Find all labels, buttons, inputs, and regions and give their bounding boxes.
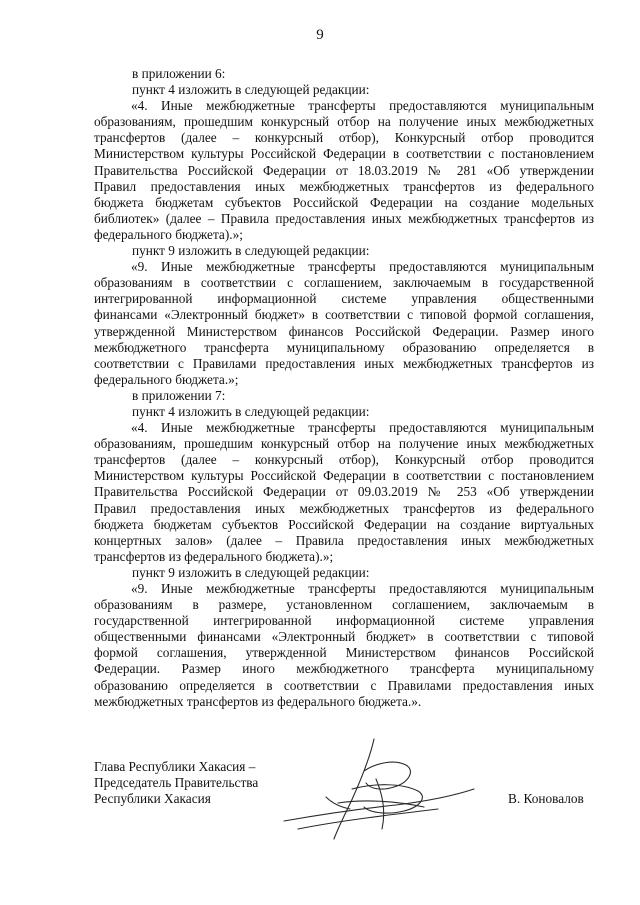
- body-text-line: Федерации. Размер иного межбюджетного трансферта муниципальному: [94, 661, 594, 677]
- body-text-line: Правительства Российской Федерации от 09.03.2019 № 253 «Об утверждении: [94, 484, 594, 500]
- body-text-line: образованиям, прошедшим конкурсный отбор на получение иных межбюджетных: [94, 114, 594, 130]
- body-text-line: пункт 9 изложить в следующей редакции:: [132, 243, 370, 259]
- body-text-line: интегрированной информационной системе управления общественными: [94, 291, 594, 307]
- body-text-line: библиотек» (далее – Правила предоставления иных межбюджетных трансфертов из: [94, 210, 594, 226]
- body-text-line: государственной интегрированной информационной системе управления: [94, 613, 594, 629]
- body-text-line: трансфертов из федерального бюджета).»;: [94, 548, 334, 564]
- body-text-line: образованиям, прошедшим конкурсный отбор на получение иных межбюджетных: [94, 436, 594, 452]
- body-text-line: бюджета бюджетам субъектов Российской Федерации на создание модельных: [94, 194, 594, 210]
- signatory-title-line: Председатель Правительства: [94, 775, 259, 791]
- signatory-title-line: Глава Республики Хакасия –: [94, 759, 256, 774]
- body-text-line: образованию определяется в соответствии с Правилами предоставления иных: [94, 677, 594, 693]
- body-text-line: «9. Иные межбюджетные трансферты предоставляются муниципальным: [131, 259, 594, 275]
- body-text-line: общественными финансами «Электронный бюджет» в соответствии с типовой: [94, 629, 594, 645]
- body-text-line: финансами «Электронный бюджет» в соответствии с типовой формой соглашения,: [94, 307, 594, 323]
- body-text-line: формой соглашения, утвержденной Министерством финансов Российской: [94, 645, 594, 661]
- body-text-line: пункт 9 изложить в следующей редакции:: [132, 564, 370, 580]
- body-text-line: утвержденной Министерством финансов Российской Федерации. Размер иного: [94, 323, 594, 339]
- body-text-line: в приложении 7:: [132, 387, 226, 403]
- document-body: [94, 66, 594, 710]
- page-number: 9: [316, 27, 324, 43]
- body-text-line: соответствии с Правилами предоставления иных межбюджетных трансфертов из: [94, 355, 594, 371]
- body-text-line: «4. Иные межбюджетные трансферты предоставляются муниципальным: [131, 420, 594, 436]
- body-text-line: межбюджетных трансфертов из федерального бюджета.».: [94, 693, 422, 709]
- body-text-line: пункт 4 изложить в следующей редакции:: [132, 403, 370, 419]
- body-text-line: бюджета бюджетам субъектов Российской Федерации на создание виртуальных: [94, 516, 594, 532]
- body-text-line: федерального бюджета).»;: [94, 226, 243, 242]
- body-text-line: Правил предоставления иных межбюджетных трансфертов из федерального: [94, 178, 594, 194]
- body-text-line: федерального бюджета.»;: [94, 371, 239, 387]
- body-text-line: трансфертов (далее – конкурсный отбор), Конкурсный отбор проводится: [94, 452, 594, 468]
- body-text-line: образованиям в соответствии с соглашением, заключаемым в государственной: [94, 275, 594, 291]
- body-text-line: трансфертов (далее – конкурсный отбор), Конкурсный отбор проводится: [94, 130, 594, 146]
- signatory-title-line: Республики Хакасия: [94, 791, 211, 807]
- body-text-line: межбюджетного трансферта муниципальному образованию определяется в: [94, 339, 594, 355]
- body-text-line: «4. Иные межбюджетные трансферты предоставляются муниципальным: [131, 98, 594, 114]
- body-text-line: Правил предоставления иных межбюджетных трансфертов из федерального: [94, 500, 594, 516]
- handwritten-signature: [278, 733, 478, 847]
- body-text-line: пункт 4 изложить в следующей редакции:: [132, 82, 370, 98]
- body-text-line: образованиям в размере, установленном соглашением, заключаемым в: [94, 597, 594, 613]
- body-text-line: Правительства Российской Федерации от 18.03.2019 № 281 «Об утверждении: [94, 162, 594, 178]
- body-text-line: Министерством культуры Российской Федерации в соответствии с постановлением: [94, 146, 594, 162]
- body-text-line: концертных залов» (далее – Правила предоставления иных межбюджетных: [94, 532, 594, 548]
- body-text-line: «9. Иные межбюджетные трансферты предоставляются муниципальным: [131, 581, 594, 596]
- body-text-line: в приложении 6:: [132, 66, 226, 81]
- signatory-title-block: [94, 759, 258, 808]
- body-text-line: Министерством культуры Российской Федерации в соответствии с постановлением: [94, 468, 594, 484]
- signatory-name: В. Коновалов: [508, 791, 584, 806]
